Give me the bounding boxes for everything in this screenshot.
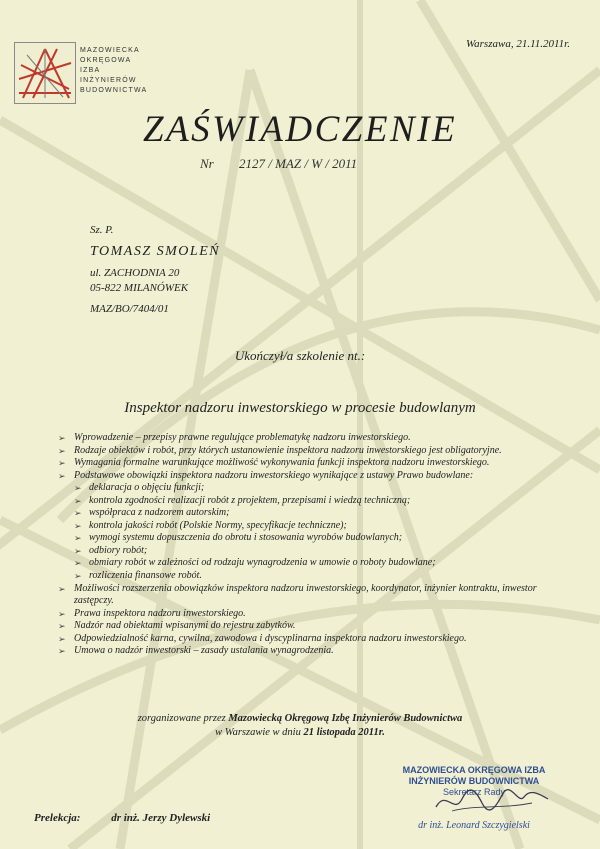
lecturer-name: dr inż. Jerzy Dylewski <box>111 812 211 824</box>
organizer-prefix: zorganizowane przez <box>137 713 226 724</box>
recipient-member-id: MAZ/BO/7404/01 <box>90 303 169 315</box>
subtopic-item: ➢ wymogi systemu dopuszczenia do obrotu i stosowania wyrobów budowlanych; <box>58 532 578 545</box>
recipient-name: TOMASZ SMOLEŃ <box>90 244 221 259</box>
topic-item: ➢ Wymagania formalne warunkujące możliwość wykonywania funkcji inspektora nadzoru inwestorskiego. <box>58 457 578 470</box>
subtopic-item: ➢ rozliczenia finansowe robót. <box>58 570 578 583</box>
logo-line: INŻYNIERÓW <box>80 77 137 84</box>
topic-item: ➢ Nadzór nad obiektami wpisanymi do rejestru zabytków. <box>58 620 578 633</box>
chamber-logo <box>14 42 190 114</box>
organizer-line <box>0 712 600 726</box>
salutation: Sz. P. <box>90 224 114 236</box>
topic-item: ➢ Wprowadzenie – przepisy prawne regulujące problematykę nadzoru inwestorskiego. <box>58 432 578 445</box>
course-title: Inspektor nadzoru inwestorskiego w procesie budowlanym <box>124 400 476 416</box>
stamp-role: Sekretarz Rady <box>442 787 506 797</box>
topic-item: ➢ Możliwości rozszerzenia obowiązków inspektora nadzoru inwestorskiego, koordynator, inżynier kontraktu, inwestor zastępczy. <box>58 583 578 608</box>
certificate-number <box>200 156 357 172</box>
number-value: 2127 / MAZ / W / 2011 <box>238 156 358 171</box>
lecturer-label: Prelekcja: <box>34 812 81 824</box>
organizer-date-line <box>0 726 600 740</box>
topic-item: ➢ Prawa inspektora nadzoru inwestorskiego. <box>58 608 578 621</box>
organizer-date: 21 listopada 2011r. <box>303 727 385 738</box>
subtopic-item: ➢ kontrola jakości robót (Polskie Normy, specyfikacje techniczne); <box>58 520 578 533</box>
completed-text: Ukończył/a szkolenie nt.: <box>234 348 366 363</box>
chamber-logo-text <box>80 46 147 96</box>
logo-line: OKRĘGOWA <box>80 57 132 64</box>
topic-item: ➢ Umowa o nadzór inwestorski – zasady ustalania wynagrodzenia. <box>58 645 578 658</box>
issue-date: Warszawa, 21.11.2011r. <box>465 38 570 50</box>
recipient-city: 05-822 MILANÓWEK <box>90 282 189 294</box>
recipient-street: ul. ZACHODNIA 20 <box>90 267 180 279</box>
subtopic-item: ➢ obmiary robót w zależności od rodzaju wynagrodzenia w umowie o roboty budowlane; <box>58 557 578 570</box>
chamber-emblem-icon <box>14 42 76 104</box>
subtopic-item: ➢ kontrola zgodności realizacji robót z projektem, przepisami i wiedzą techniczną; <box>58 495 578 508</box>
topic-list <box>58 432 578 658</box>
subtopic-item: ➢ deklaracja o objęciu funkcji; <box>58 482 578 495</box>
recipient-block <box>90 223 220 317</box>
organizer-block <box>0 712 600 740</box>
logo-line: BUDOWNICTWA <box>80 87 148 94</box>
lecturer-line <box>34 812 210 824</box>
topic-item: ➢ Rodzaje obiektów i robót, przy których ustanowienie inspektora nadzoru inwestorskiego jest obligatoryjne. <box>58 445 578 458</box>
handwritten-signature <box>432 785 552 817</box>
logo-line: MAZOWIECKA <box>80 47 140 54</box>
stamp-org-line: INŻYNIERÓW BUDOWNICTWA <box>408 776 540 786</box>
stamp-signer: dr inż. Leonard Szczygielski <box>418 820 530 831</box>
subtopic-item: ➢ współpraca z nadzorem autorskim; <box>58 507 578 520</box>
organizer-name: Mazowiecką Okręgową Izbę Inżynierów Budownictwa <box>228 713 463 724</box>
topic-item: ➢ Podstawowe obowiązki inspektora nadzoru inwestorskiego wynikające z ustawy Prawo budowlane: <box>58 470 578 483</box>
topic-item: ➢ Odpowiedzialność karna, cywilna, zawodowa i dyscyplinarna inspektora nadzoru inwestorskiego. <box>58 633 578 646</box>
document-title: ZAŚWIADCZENIE <box>142 109 458 150</box>
number-prefix: Nr <box>200 156 214 171</box>
logo-line: IZBA <box>80 67 101 74</box>
organizer-place: w Warszawie w dniu <box>215 727 301 738</box>
subtopic-item: ➢ odbiory robót; <box>58 545 578 558</box>
stamp-org-line: MAZOWIECKA OKRĘGOWA IZBA <box>402 765 546 775</box>
